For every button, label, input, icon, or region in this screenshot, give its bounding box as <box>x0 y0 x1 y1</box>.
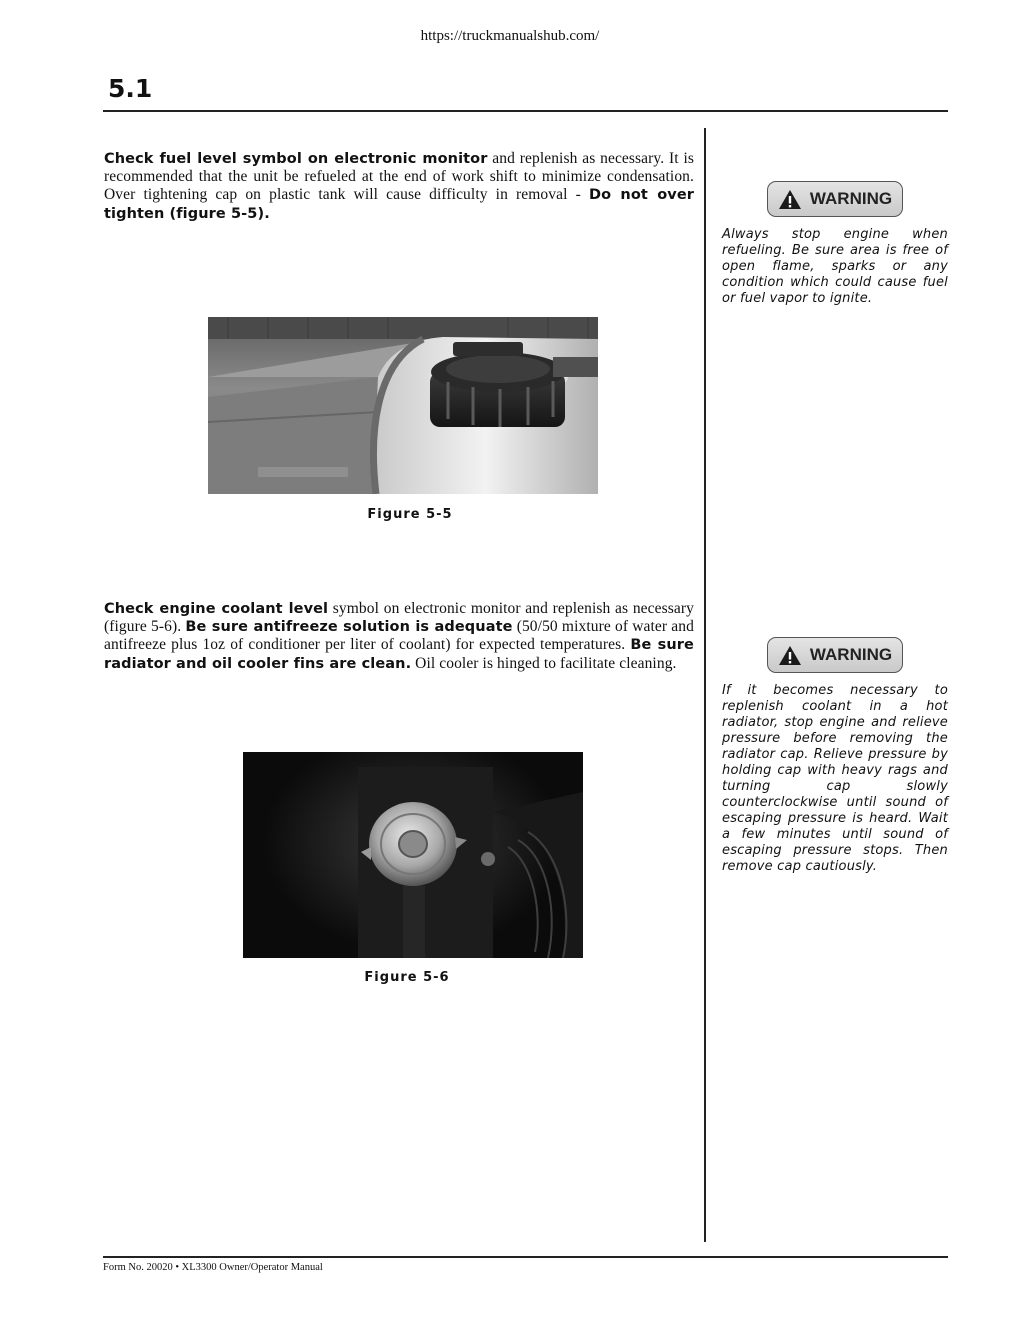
coolant-fins-bold: Be sure radiator and oil cooler fins are clean. <box>104 637 694 672</box>
coolant-paragraph <box>104 600 694 673</box>
warning-triangle-icon <box>778 645 802 666</box>
warning-badge-coolant <box>767 637 903 673</box>
column-divider <box>704 128 706 1242</box>
section-number: 5.1 <box>108 74 153 103</box>
figure-5-6-image <box>243 752 583 958</box>
coolant-lead-bold: Check engine coolant level <box>104 601 329 617</box>
warning-text-fuel: Always stop engine when refueling. Be sure area is free of open flame, sparks or any condition which could cause fuel or fuel vapor to ignite. <box>722 227 948 306</box>
figure-5-5-image <box>208 317 598 494</box>
coolant-body-text-3: Oil cooler is hinged to facilitate cleaning. <box>411 654 677 672</box>
fuel-body-text: and replenish as necessary. It is recommended that the unit be refueled at the end of work shift to minimize condensation. Over tightening cap on plastic tank will cause difficulty in removal - <box>104 150 694 204</box>
warning-badge-fuel <box>767 181 903 217</box>
warning-label: WARNING <box>809 189 893 208</box>
fuel-tank-cap-photo <box>208 317 598 494</box>
fuel-end-bold: Do not over tighten (figure 5-5). <box>104 187 694 222</box>
warning-text-coolant: If it becomes necessary to replenish coolant in a hot radiator, stop engine and relieve pressure before removing the radiator cap. Relieve pressure by holding cap with heavy rags and turning cap slowly counterclockwise until sound of escaping pressure is heard. Wait a few minutes until sound of escaping pressure stops. Then remove cap cautiously. <box>722 683 948 874</box>
bottom-divider <box>103 1256 948 1258</box>
top-divider <box>103 110 948 112</box>
coolant-antifreeze-bold: Be sure antifreeze solution is adequate <box>185 619 513 636</box>
page-footer <box>103 1262 323 1273</box>
fuel-lead-bold: Check fuel level symbol on electronic monitor <box>104 151 488 167</box>
footer-manual-title: XL3300 Owner/Operator Manual <box>181 1262 323 1273</box>
figure-5-6-caption: Figure 5-6 <box>364 970 450 985</box>
page-url: https://truckmanualshub.com/ <box>420 28 600 44</box>
warning-label: WARNING <box>809 645 893 664</box>
footer-bullet: • <box>175 1262 180 1273</box>
coolant-body-text-1: symbol on electronic monitor and replenish as necessary (figure 5-6). <box>104 600 694 636</box>
radiator-cap-photo <box>243 752 583 958</box>
coolant-body-text-2: (50/50 mixture of water and antifreeze plus 1oz of conditioner per liter of coolant) for expected temperatures. <box>104 618 694 654</box>
footer-form-number: Form No. 20020 <box>103 1262 173 1273</box>
fuel-paragraph <box>104 150 694 223</box>
figure-5-5-caption: Figure 5-5 <box>367 507 453 522</box>
warning-triangle-icon <box>778 189 802 210</box>
